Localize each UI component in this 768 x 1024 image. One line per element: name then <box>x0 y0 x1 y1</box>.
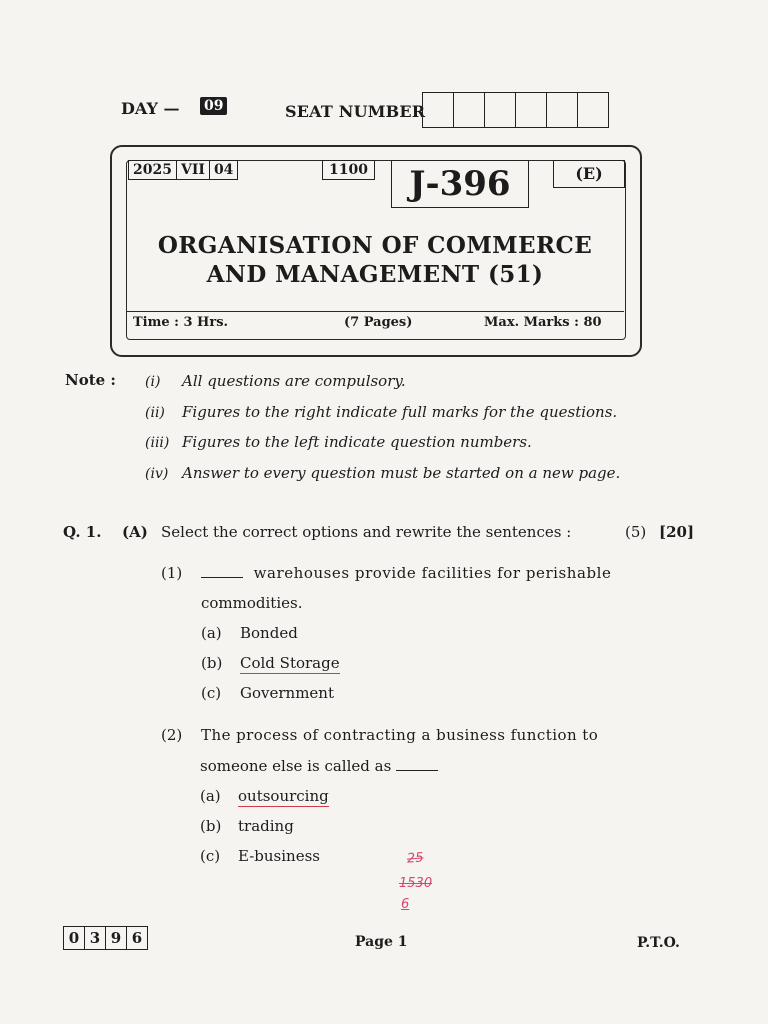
subquestion-text <box>200 757 438 775</box>
option-label: (c) <box>201 684 222 702</box>
subquestion-line2: commodities. <box>201 594 303 612</box>
paper-code-digits <box>63 926 148 950</box>
paper-code-box <box>128 160 238 180</box>
note-text: All questions are compulsory. <box>182 372 406 390</box>
handwritten-note: 6 <box>401 897 410 912</box>
seat-number-label: SEAT NUMBER <box>285 102 426 121</box>
max-marks: Max. Marks : 80 <box>484 315 602 330</box>
code-digit: 9 <box>106 927 127 949</box>
question-number: Q. 1. <box>63 523 102 541</box>
page-count: (7 Pages) <box>344 315 413 330</box>
option-text: E-business <box>238 847 320 865</box>
paper-title-line1: ORGANISATION OF COMMERCE <box>157 232 593 259</box>
seat-box[interactable] <box>454 93 485 127</box>
seat-box[interactable] <box>423 93 454 127</box>
note-text: Answer to every question must be started on a new page. <box>182 464 621 482</box>
option-text: Government <box>240 684 334 702</box>
note-number: (iii) <box>145 435 170 451</box>
selected-option: outsourcing <box>238 787 329 805</box>
note-item <box>145 463 620 482</box>
paper-code: J-396 <box>391 160 529 208</box>
note-number: (ii) <box>145 405 165 421</box>
note-label: Note : <box>65 371 116 389</box>
subquestion-line1: The process of contracting a business function to <box>201 726 599 744</box>
option-text: Bonded <box>240 624 298 642</box>
note-number: (iv) <box>145 466 169 482</box>
seat-box[interactable] <box>485 93 516 127</box>
selected-option: Cold Storage <box>240 654 340 672</box>
subquestion-line1: warehouses provide facilities for perishable <box>253 564 612 582</box>
paper-title-line2: AND MANAGEMENT (51) <box>206 261 544 288</box>
option-text <box>238 787 329 805</box>
handwritten-note: 25 <box>406 850 425 867</box>
handwritten-note: 1530 <box>399 876 433 891</box>
seat-number-boxes[interactable] <box>422 92 609 128</box>
question-marks: (5) <box>625 523 647 541</box>
session-code: 1100 <box>322 160 375 180</box>
seat-box[interactable] <box>578 93 608 127</box>
note-item <box>145 432 532 451</box>
note-item <box>145 402 617 421</box>
question-part: (A) <box>122 523 148 541</box>
question-total-marks: [20] <box>659 523 695 541</box>
question-instruction: Select the correct options and rewrite the sentences : <box>161 523 572 541</box>
code-digit: 0 <box>64 927 85 949</box>
month-code: VII <box>177 161 210 179</box>
answer-blank <box>396 770 438 771</box>
subquestion-number: (2) <box>161 726 183 744</box>
subquestion-text <box>201 564 611 582</box>
option-label: (b) <box>200 817 222 835</box>
language-code: (E) <box>553 160 625 188</box>
day-value: 09 <box>200 97 227 115</box>
page-number: Page 1 <box>355 934 408 950</box>
option-text: trading <box>238 817 294 835</box>
note-item <box>145 371 406 390</box>
option-label: (a) <box>200 787 221 805</box>
option-label: (b) <box>201 654 223 672</box>
answer-blank <box>201 577 243 578</box>
seat-box[interactable] <box>547 93 578 127</box>
note-text: Figures to the left indicate question numbers. <box>182 433 532 451</box>
note-text: Figures to the right indicate full marks for the questions. <box>182 403 618 421</box>
code-digit: 6 <box>131 929 143 947</box>
option-text <box>240 654 340 672</box>
note-number: (i) <box>145 374 161 390</box>
day-label: DAY — <box>121 99 180 118</box>
option-label: (c) <box>200 847 221 865</box>
year-code: 2025 <box>129 161 177 179</box>
code-digit: 3 <box>85 927 106 949</box>
subquestion-line2: someone else is called as <box>200 757 392 775</box>
seat-box[interactable] <box>516 93 547 127</box>
option-label: (a) <box>201 624 222 642</box>
subquestion-number: (1) <box>161 564 183 582</box>
please-turn-over: P.T.O. <box>637 935 680 951</box>
date-code: 04 <box>213 162 234 178</box>
time-allowed: Time : 3 Hrs. <box>133 315 229 330</box>
